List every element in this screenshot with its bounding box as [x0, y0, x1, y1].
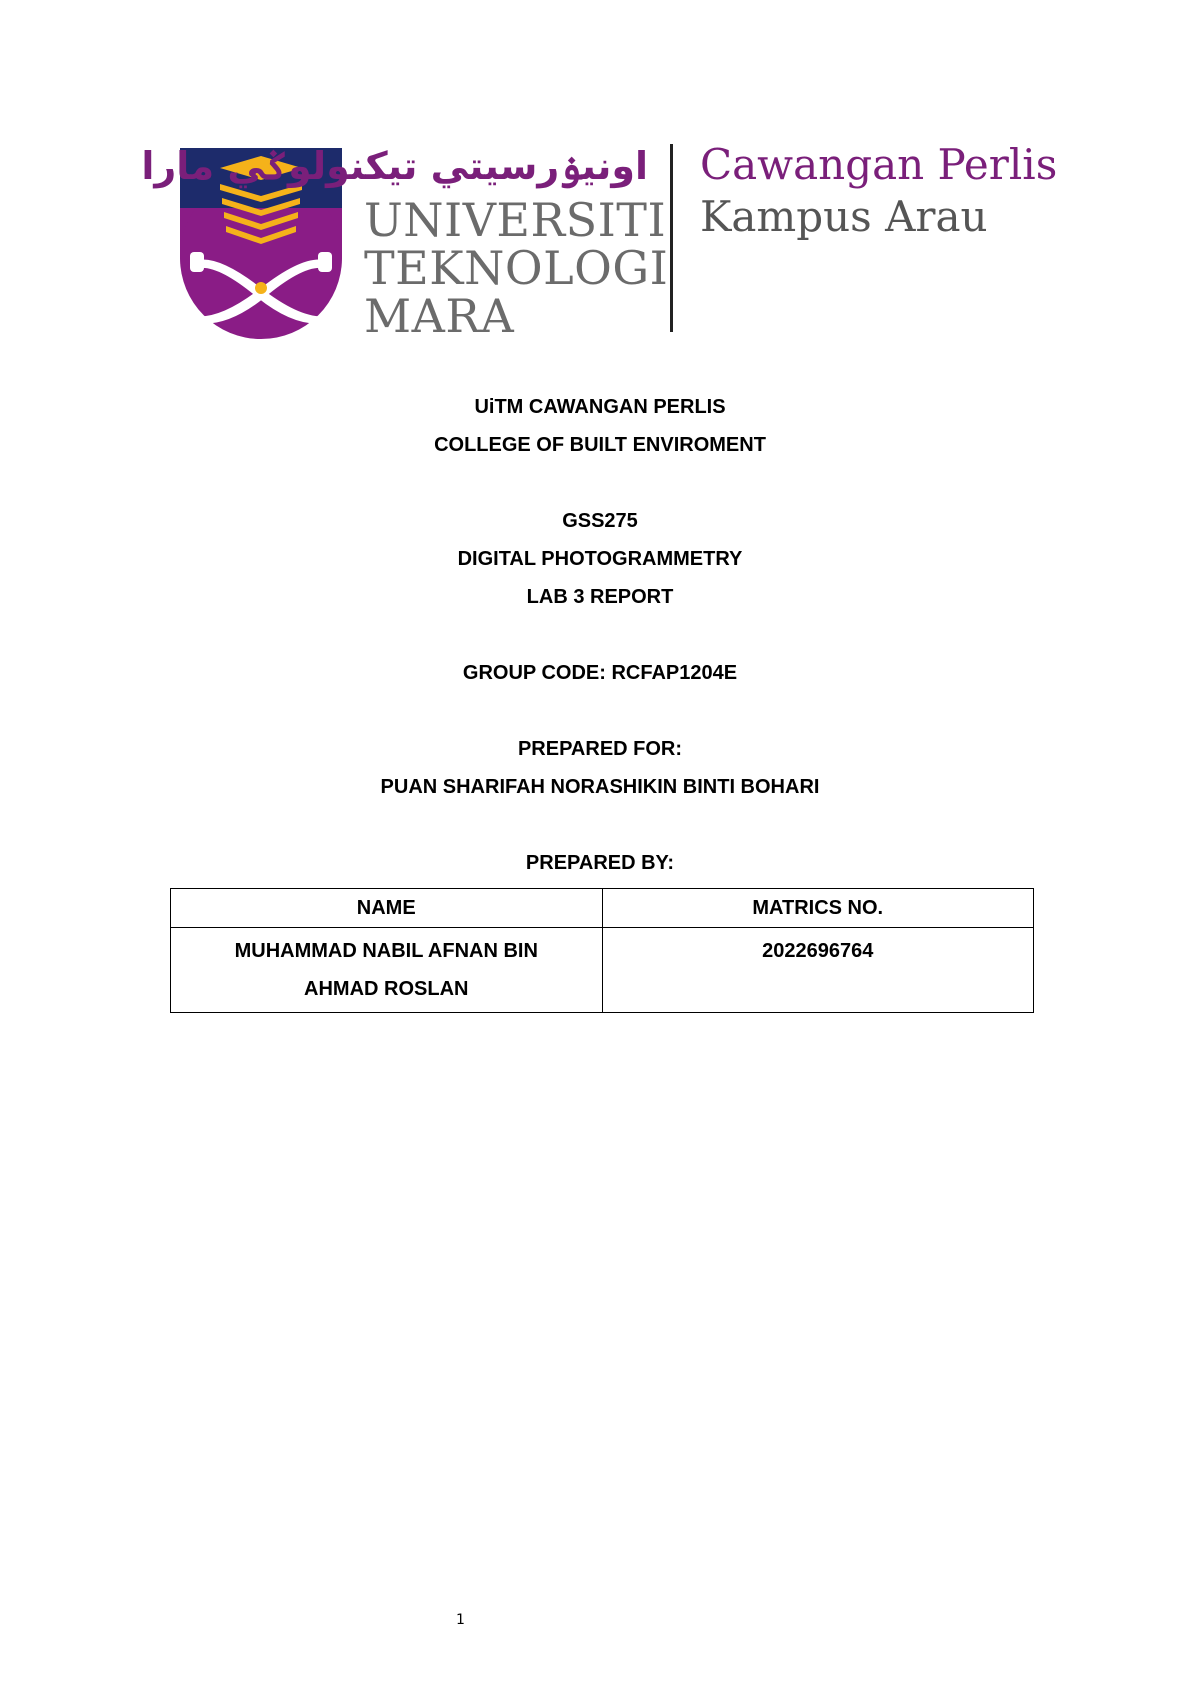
prepared-for-name: PUAN SHARIFAH NORASHIKIN BINTI BOHARI [380, 776, 820, 798]
column-header-matric: MATRICS NO. [602, 889, 1034, 928]
member-name-cell [171, 928, 603, 1013]
prepared-by-label: PREPARED BY: [525, 852, 675, 874]
university-name-line-3: MARA [364, 289, 515, 343]
cover-title-block [0, 388, 1200, 882]
logo-banner [141, 140, 1060, 343]
page-number: 1 [456, 1612, 465, 1628]
campus-subname: Kampus Arau [700, 192, 988, 241]
jawi-university-name: اونيۏرسيتي تيكنولوݢي مارا [141, 144, 648, 188]
member-matric-cell: 2022696764 [602, 928, 1034, 1013]
campus-name: Cawangan Perlis [700, 140, 1058, 189]
group-code: GROUP CODE: RCFAP1204E [462, 662, 738, 684]
course-name: DIGITAL PHOTOGRAMMETRY [457, 548, 743, 570]
logo-divider [670, 144, 673, 332]
column-header-name: NAME [171, 889, 603, 928]
institution-name: UiTM CAWANGAN PERLIS [474, 396, 726, 418]
spacer [0, 692, 1200, 730]
report-title: LAB 3 REPORT [526, 586, 674, 608]
prepared-for-label: PREPARED FOR: [517, 738, 683, 760]
member-name-line-1: MUHAMMAD NABIL AFNAN BIN [234, 940, 538, 962]
table-row [171, 928, 1034, 1013]
university-name-line-1: UNIVERSITI [364, 193, 667, 247]
member-name-line-2: AHMAD ROSLAN [304, 978, 469, 1000]
members-table [170, 888, 1034, 1013]
table-header-row [171, 889, 1034, 928]
university-name-line-2: TEKNOLOGI [364, 241, 669, 295]
spacer [0, 806, 1200, 844]
course-code: GSS275 [562, 510, 638, 532]
spacer [0, 616, 1200, 654]
college-name: COLLEGE OF BUILT ENVIROMENT [434, 434, 766, 456]
spacer [0, 464, 1200, 502]
